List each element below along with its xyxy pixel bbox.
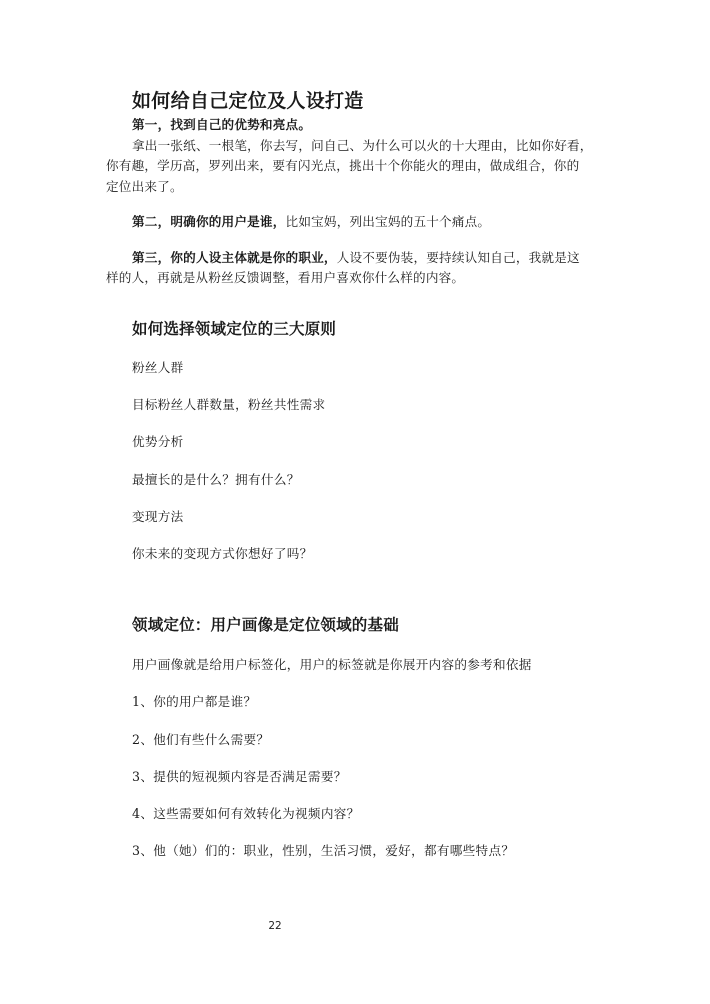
section-2-title: 如何选择领域定位的三大原则: [132, 319, 337, 338]
section-1-point-2-rest: 比如宝妈，列出宝妈的五十个痛点。: [285, 214, 491, 229]
section-1-point-3-lead: 第三，你的人设主体就是你的职业，: [132, 249, 337, 265]
section-3-item-4: 4、这些需要如何有效转化为视频内容？: [132, 806, 360, 821]
section-3-item-2: 2、他们有些什么需要？: [132, 732, 270, 747]
section-1-point-3-rest: 人设不要伪装，要持续认知自己，我就是这: [336, 249, 580, 265]
section-1-point-1-line-3: 定位出来了。: [106, 178, 183, 194]
section-1-point-3-line-2: 样的人，再就是从粉丝反馈调整，看用户喜欢你什么样的内容。: [106, 270, 465, 285]
section-1-point-1-lead: 第一，找到自己的优势和亮点。: [132, 117, 312, 132]
section-1-title: 如何给自己定位及人设打造: [132, 90, 364, 112]
section-1-point-2: [132, 212, 612, 233]
section-2-item-4: 最擅长的是什么？拥有什么？: [132, 472, 300, 487]
section-domain-principles: [132, 318, 612, 561]
section-3-item-3: 3、提供的短视频内容是否满足需要？: [132, 769, 347, 784]
section-1-point-2-lead: 第二，明确你的用户是谁，: [132, 214, 286, 229]
section-2-item-6: 你未来的变现方式你想好了吗？: [132, 546, 313, 561]
section-2-item-3: 优势分析: [132, 434, 184, 449]
section-personal-positioning: [106, 89, 612, 289]
section-3-intro: 用户画像就是给用户标签化，用户的标签就是你展开内容的参考和依据: [132, 657, 532, 672]
section-3-title: 领域定位：用户画像是定位领域的基础: [132, 615, 399, 634]
section-2-item-1: 粉丝人群: [132, 360, 184, 375]
section-user-persona: [132, 614, 612, 858]
section-1-point-1-text-1: 拿出一张纸、一根笔，你去写，问自己、为什么可以火的十大理由，比如你好看，: [132, 137, 593, 153]
section-2-item-2: 目标粉丝人群数量，粉丝共性需求: [132, 397, 326, 412]
section-1-point-1-line-2: 你有趣，学历高，罗列出来，要有闪光点，挑出十个你能火的理由，做成组合，你的: [106, 158, 580, 173]
page-number: 22: [268, 920, 282, 932]
section-2-item-5: 变现方法: [132, 509, 184, 524]
section-1-point-3: [132, 248, 612, 269]
section-3-item-5: 3、他（她）们的：职业，性别，生活习惯，爱好，都有哪些特点？: [132, 843, 515, 858]
section-1-point-1-line-1: [132, 136, 612, 157]
section-3-item-1: 1、你的用户都是谁？: [132, 694, 257, 709]
